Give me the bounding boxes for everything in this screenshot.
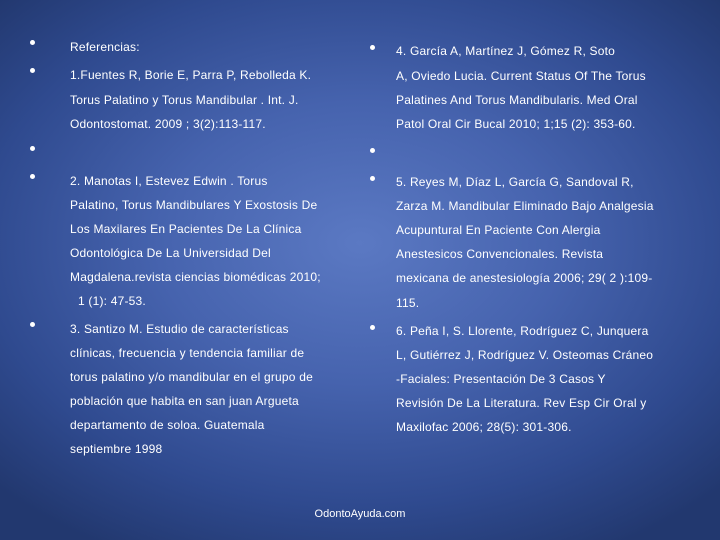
bullet-icon xyxy=(30,322,35,327)
reference-2-line: 1 (1): 47-53. xyxy=(78,294,146,308)
footer-website-label: OdontoAyuda.com xyxy=(314,508,406,520)
reference-4-line: Palatines And Torus Mandibularis. Med Oral xyxy=(396,93,638,107)
bullet-icon xyxy=(30,174,35,179)
reference-3-line: torus palatino y/o mandibular en el grupo de xyxy=(70,370,313,384)
reference-3-line: población que habita en san juan Argueta xyxy=(70,394,299,408)
bullet-icon xyxy=(30,68,35,73)
reference-2-line: Los Maxilares En Pacientes De La Clínica xyxy=(70,222,302,236)
bullet-icon xyxy=(370,148,375,153)
reference-5-line: 115. xyxy=(396,296,420,310)
bullet-icon xyxy=(30,40,35,45)
bullet-icon xyxy=(370,176,375,181)
reference-2-line: 2. Manotas I, Estevez Edwin . Torus xyxy=(70,174,268,188)
reference-4-line: 4. García A, Martínez J, Gómez R, Soto xyxy=(396,44,616,58)
reference-2-line: Magdalena.revista ciencias biomédicas 2010; xyxy=(70,270,321,284)
reference-1-line: Odontostomat. 2009 ; 3(2):113-117. xyxy=(70,117,266,131)
reference-6-line: L, Gutiérrez J, Rodríguez V. Osteomas Cráneo xyxy=(396,348,654,362)
reference-5-line: 5. Reyes M, Díaz L, García G, Sandoval R, xyxy=(396,175,634,189)
bullet-icon xyxy=(370,325,375,330)
reference-3-line: 3. Santizo M. Estudio de características xyxy=(70,322,289,336)
reference-5-line: mexicana de anestesiología 2006; 29( 2 ):109- xyxy=(396,271,653,285)
reference-4-line: A, Oviedo Lucia. Current Status Of The Torus xyxy=(396,69,646,83)
reference-4-line: Patol Oral Cir Bucal 2010; 1;15 (2): 353-60. xyxy=(396,117,636,131)
reference-1-line: 1.Fuentes R, Borie E, Parra P, Rebolleda K. xyxy=(70,68,312,82)
references-heading: Referencias: xyxy=(70,40,140,54)
reference-5-line: Anestesicos Convencionales. Revista xyxy=(396,247,604,261)
reference-3-line: clínicas, frecuencia y tendencia familiar de xyxy=(70,346,305,360)
reference-6-line: 6. Peña I, S. Llorente, Rodríguez C, Junquera xyxy=(396,324,649,338)
reference-3-line: septiembre 1998 xyxy=(70,442,163,456)
bullet-icon xyxy=(30,146,35,151)
reference-6-line: -Faciales: Presentación De 3 Casos Y xyxy=(396,372,606,386)
reference-5-line: Acupuntural En Paciente Con Alergia xyxy=(396,223,601,237)
reference-6-line: Maxilofac 2006; 28(5): 301-306. xyxy=(396,420,572,434)
reference-3-line: departamento de soloa. Guatemala xyxy=(70,418,265,432)
reference-5-line: Zarza M. Mandibular Eliminado Bajo Analgesia xyxy=(396,199,654,213)
reference-1-line: Torus Palatino y Torus Mandibular . Int. J. xyxy=(70,93,299,107)
reference-2-line: Palatino, Torus Mandibulares Y Exostosis De xyxy=(70,198,318,212)
reference-6-line: Revisión De La Literatura. Rev Esp Cir Oral y xyxy=(396,396,647,410)
reference-2-line: Odontológica De La Universidad Del xyxy=(70,246,271,260)
bullet-icon xyxy=(370,45,375,50)
